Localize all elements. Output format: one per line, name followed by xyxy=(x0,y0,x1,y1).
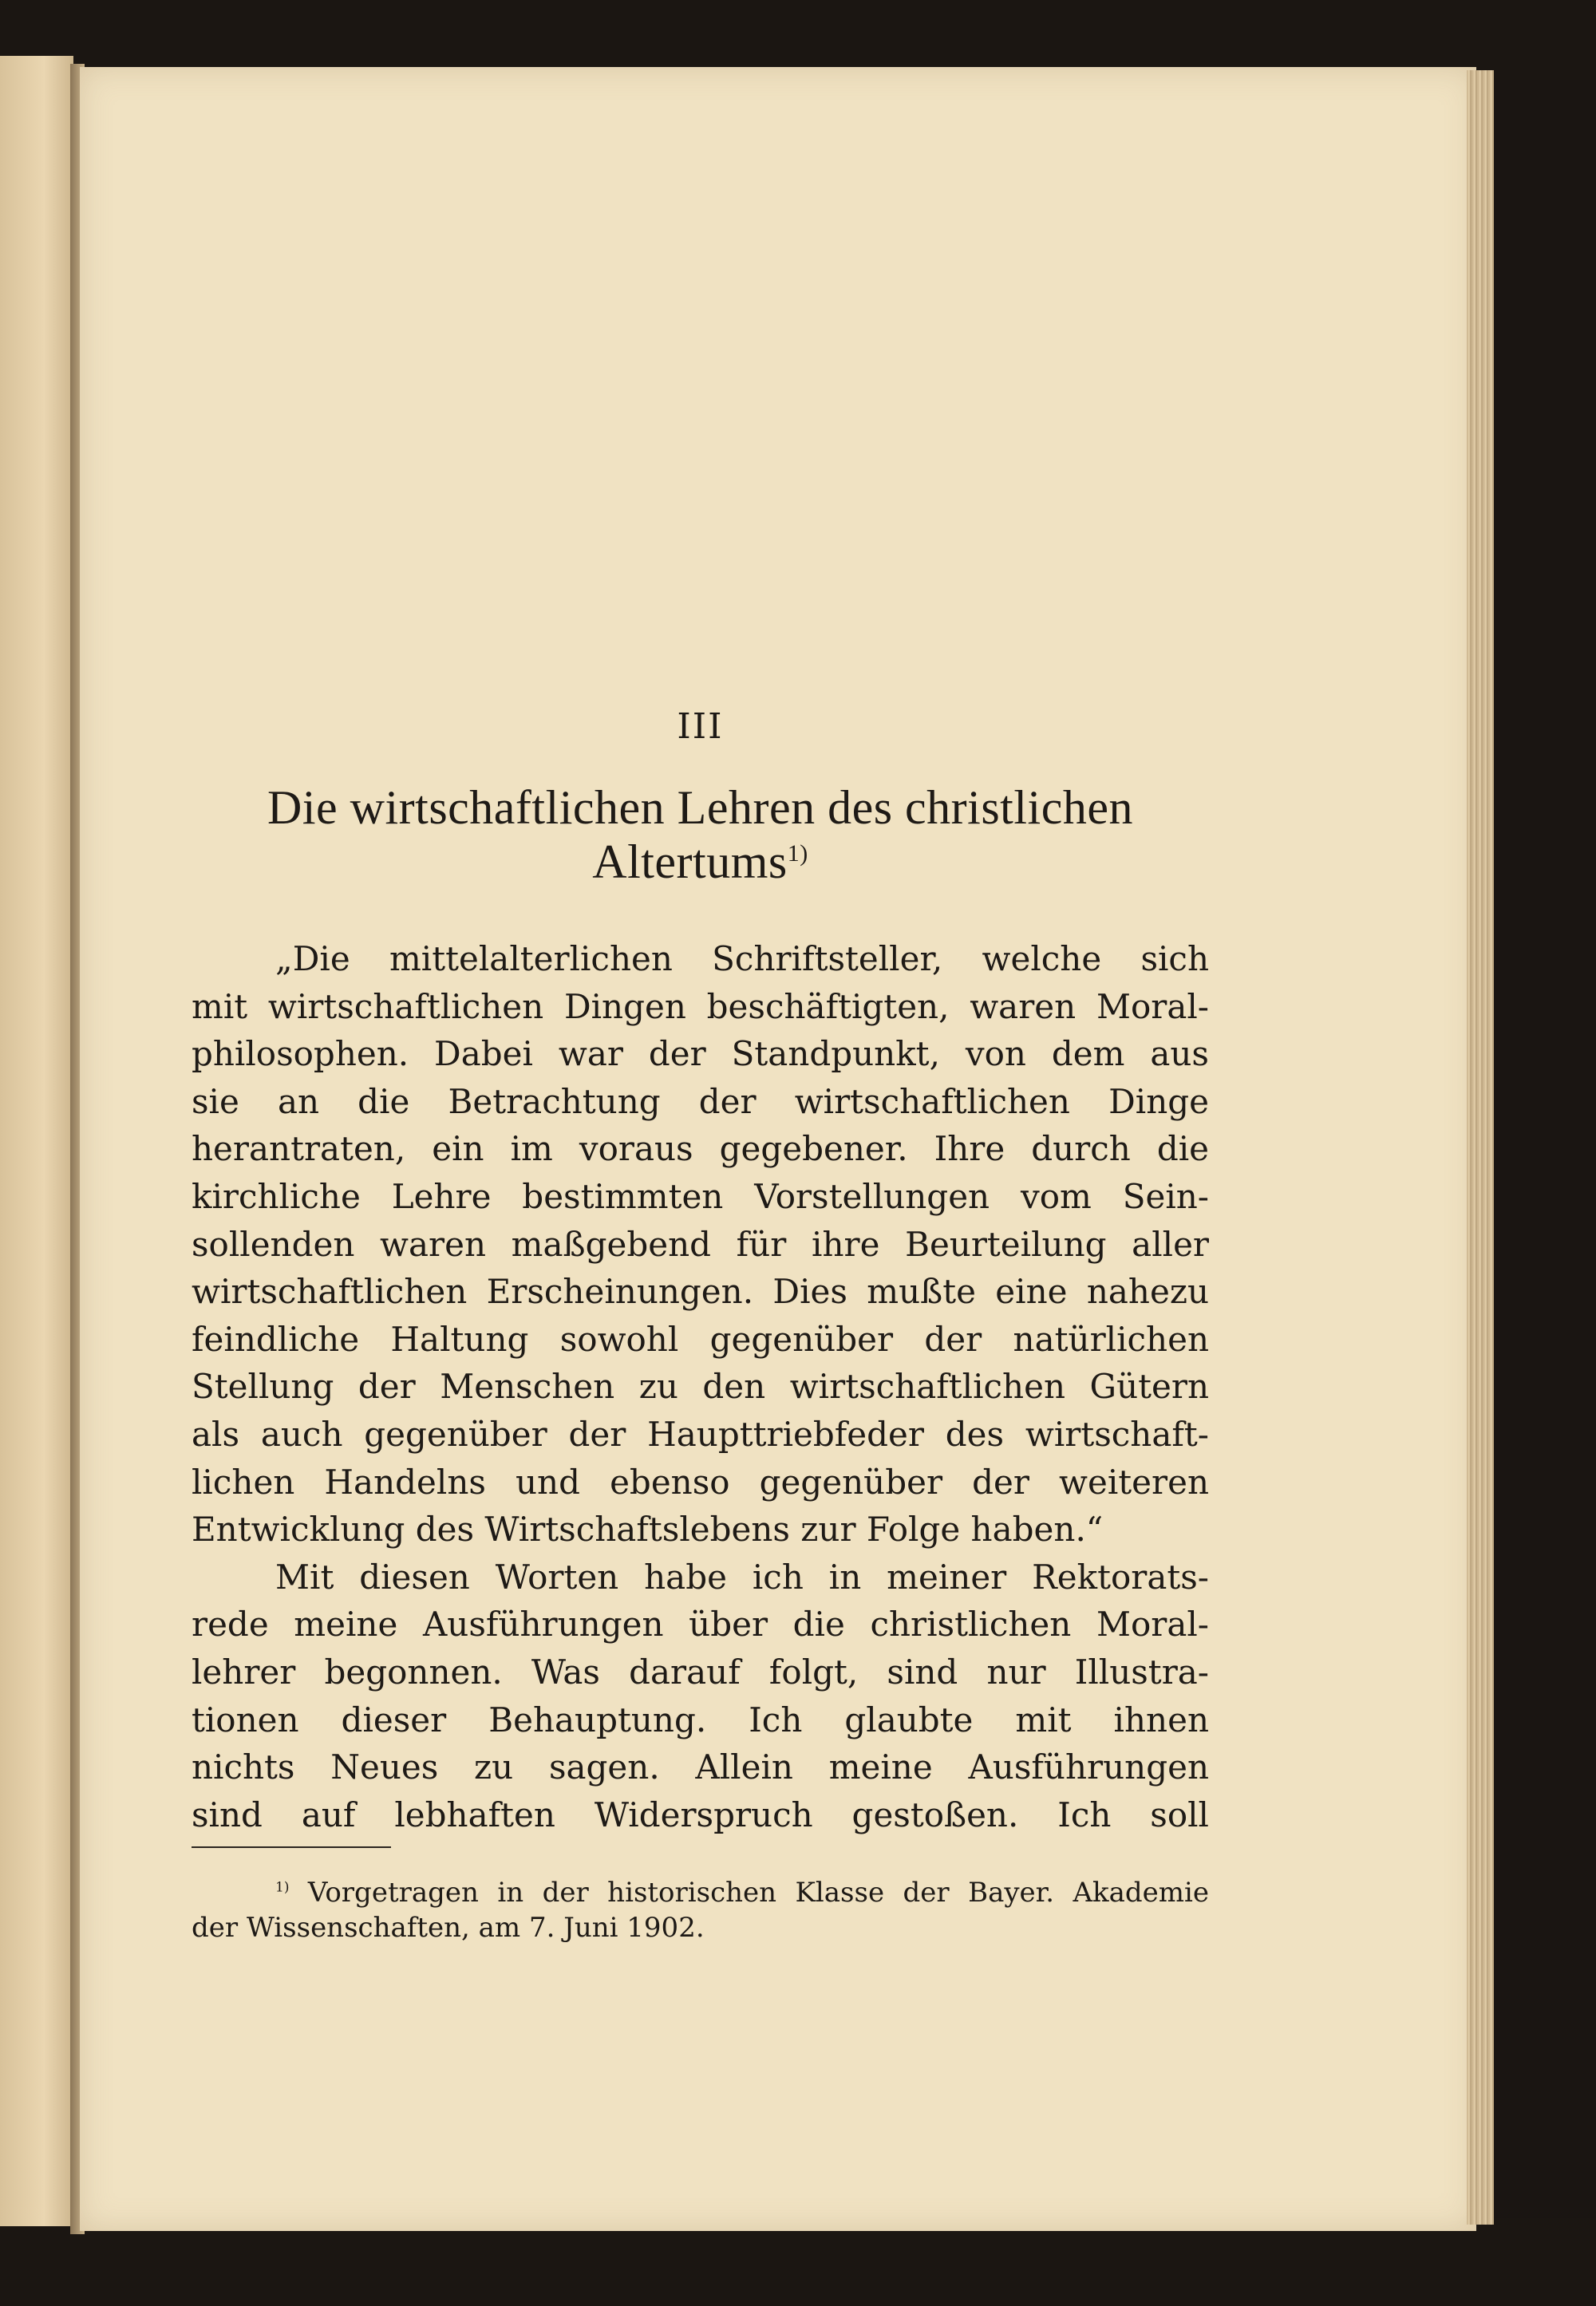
body-line: Entwicklung des Wirtschaftslebens zur Folge haben.“ xyxy=(192,1510,1104,1550)
chapter-number: III xyxy=(677,706,724,747)
body-line: feindliche Haltung sowohl gegenüber der natürlichen xyxy=(192,1319,1209,1359)
footnote-text-2: der Wissenschaften, am 7. Juni 1902. xyxy=(192,1912,705,1944)
footnote-divider xyxy=(192,1846,391,1848)
book-cover-board xyxy=(1494,80,1596,2218)
body-line: rede meine Ausführungen über die christlichen Moral- xyxy=(192,1605,1209,1645)
body-line: wirtschaftlichen Erscheinungen. Dies mußte eine nahezu xyxy=(192,1272,1209,1312)
footnote-line xyxy=(192,1875,1209,1910)
body-line: sie an die Betrachtung der wirtschaftlichen Dinge xyxy=(192,1081,1209,1121)
body-line: nichts Neues zu sagen. Allein meine Ausführungen xyxy=(192,1747,1209,1787)
body-line: „Die mittelalterlichen Schriftsteller, welche sich xyxy=(275,939,1209,978)
chapter-title-line-1: Die wirtschaftlichen Lehren des christlichen xyxy=(267,781,1133,834)
chapter-title-word: Altertums xyxy=(592,835,788,888)
body-line: Mit diesen Worten habe ich in meiner Rektorats- xyxy=(275,1557,1209,1597)
footnote-reference: 1) xyxy=(787,840,808,867)
footnote-marker: 1) xyxy=(275,1879,290,1896)
body-line: mit wirtschaftlichen Dingen beschäftigten, waren Moral- xyxy=(192,986,1209,1026)
body-line: sollenden waren maßgebend für ihre Beurteilung aller xyxy=(192,1224,1209,1264)
body-line: als auch gegenüber der Haupttriebfeder des wirtschaft- xyxy=(192,1414,1209,1454)
left-page-edge xyxy=(0,56,73,2226)
footnote-text-1: Vorgetragen in der historischen Klasse der Bayer. Akademie xyxy=(307,1877,1209,1909)
body-line: tionen dieser Behauptung. Ich glaubte mit ihnen xyxy=(192,1700,1209,1739)
page-edges xyxy=(1467,70,1494,2225)
body-line: kirchliche Lehre bestimmten Vorstellungen vom Sein- xyxy=(192,1176,1209,1216)
body-line: sind auf lebhaften Widerspruch gestoßen. Ich soll xyxy=(192,1795,1209,1834)
body-line: lehrer begonnen. Was darauf folgt, sind nur Illustra- xyxy=(192,1652,1209,1692)
body-line: philosophen. Dabei war der Standpunkt, von dem aus xyxy=(192,1034,1209,1074)
body-line: herantraten, ein im voraus gegebener. Ihre durch die xyxy=(192,1129,1209,1169)
body-line: lichen Handelns und ebenso gegenüber der weiteren xyxy=(192,1462,1209,1502)
chapter-title xyxy=(192,780,1209,889)
chapter-title-line-2 xyxy=(192,835,1209,889)
body-text xyxy=(192,935,1209,1838)
body-line: Stellung der Menschen zu den wirtschaftlichen Gütern xyxy=(192,1367,1209,1407)
footnote xyxy=(192,1875,1209,1945)
